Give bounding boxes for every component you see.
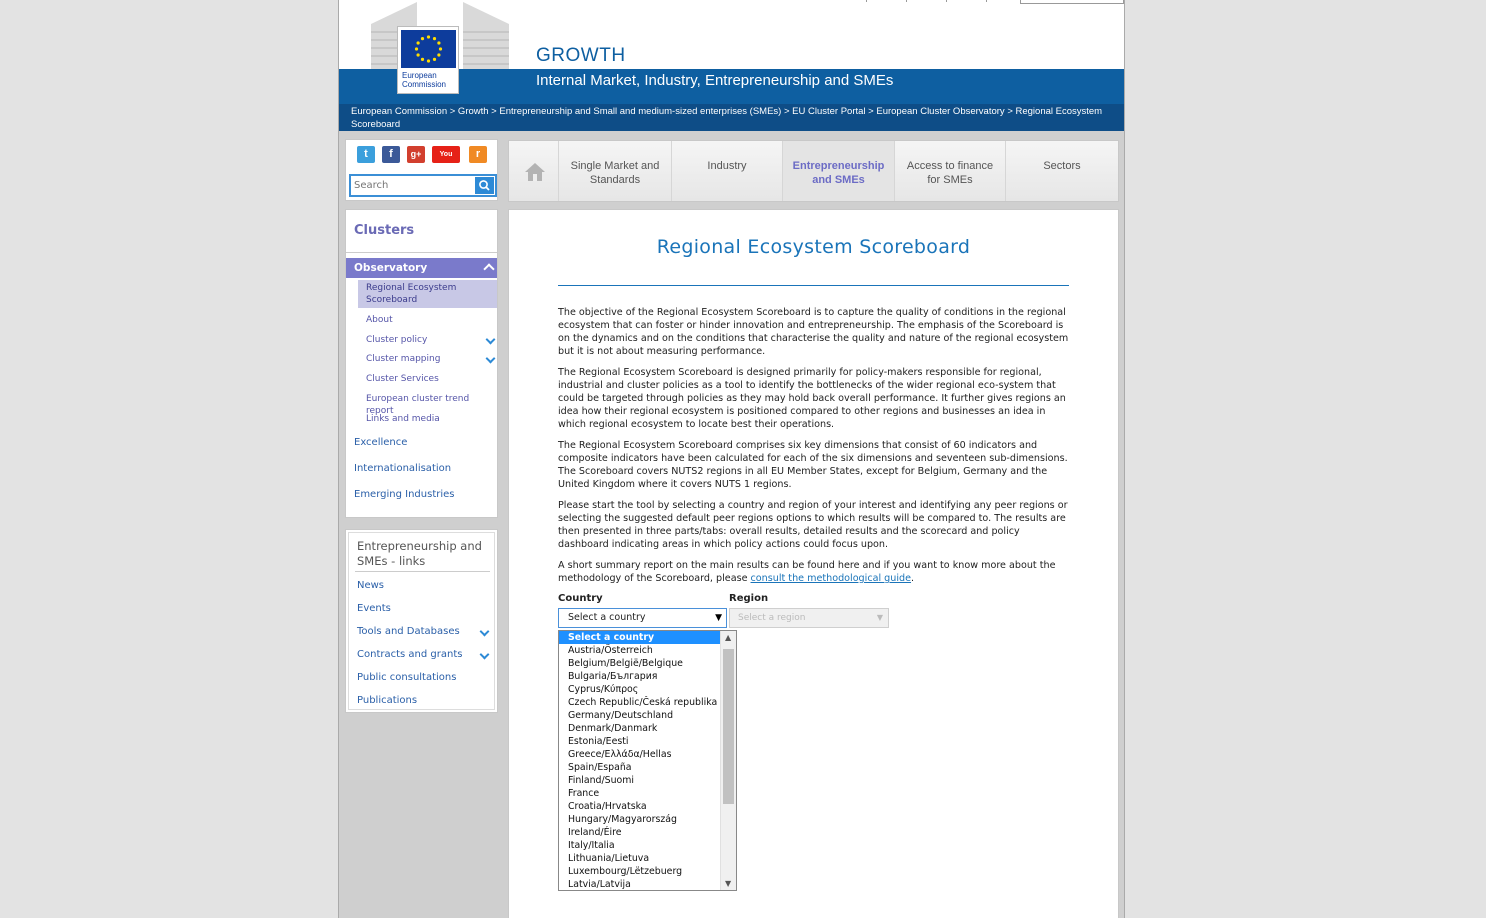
scroll-up-icon[interactable]: ▲ xyxy=(725,633,732,642)
chevron-down-icon[interactable] xyxy=(486,354,496,364)
divider xyxy=(346,252,497,253)
link-public-consultations[interactable]: Public consultations xyxy=(357,672,457,683)
country-option[interactable]: Luxembourg/Lëtzebuerg xyxy=(568,866,683,877)
intro-paragraph-1: The objective of the Regional Ecosystem Scoreboard is to capture the quality of conditions in the regional ecosystem that can foster or hinder innovation and entrepreneurship. The emphasis of the Scoreboard is on the dynamics and on the conditions that characterise the quality and nature of the regional ecosystem but it is not about measuring performance. xyxy=(558,307,1069,357)
nav-item-excellence[interactable]: Excellence xyxy=(354,437,408,448)
tab-industry[interactable]: Industry xyxy=(672,141,783,201)
nav-sub-item-cluster-mapping[interactable] xyxy=(366,353,497,365)
link-publications[interactable]: Publications xyxy=(357,695,418,706)
country-option[interactable]: Bulgaria/България xyxy=(568,671,658,682)
side-navigation xyxy=(345,209,498,518)
nav-sub-item-links-media[interactable]: Links and media xyxy=(366,414,440,424)
home-icon xyxy=(524,162,546,182)
country-option[interactable]: Spain/España xyxy=(568,762,632,773)
link-tools-databases[interactable] xyxy=(357,626,492,637)
intro-paragraph-5 xyxy=(558,559,1071,585)
nav-sub-item-cluster-services[interactable]: Cluster Services xyxy=(366,374,439,384)
eu-flag-icon xyxy=(401,30,456,68)
search-box xyxy=(349,174,497,197)
country-options xyxy=(559,631,720,891)
entrepreneurship-links-box xyxy=(345,529,498,713)
region-select xyxy=(729,608,889,628)
breadcrumb[interactable] xyxy=(339,104,1124,131)
dg-name: GROWTH xyxy=(536,45,626,66)
country-option[interactable]: Select a country xyxy=(559,631,720,644)
country-option[interactable]: Czech Republic/Česká republika xyxy=(568,697,718,708)
nav-sub-item-regional-ecosystem-scoreboard[interactable]: Regional Ecosystem Scoreboard xyxy=(358,280,497,308)
title-divider xyxy=(558,285,1069,286)
nav-section-label: Observatory xyxy=(354,262,428,274)
region-select-placeholder: Select a region xyxy=(738,613,806,623)
country-option[interactable]: Estonia/Eesti xyxy=(568,736,629,747)
link-contracts-grants[interactable] xyxy=(357,649,492,660)
chevron-down-icon[interactable] xyxy=(486,335,496,345)
country-option[interactable]: Denmark/Danmark xyxy=(568,723,658,734)
twitter-icon[interactable]: t xyxy=(357,146,375,163)
country-select-value: Select a country xyxy=(568,612,646,623)
top-link[interactable] xyxy=(979,0,987,2)
paragraph-end: . xyxy=(911,573,915,584)
nav-sub-item-cluster-policy[interactable] xyxy=(366,334,497,346)
scrollbar-thumb[interactable] xyxy=(723,649,734,804)
country-option[interactable]: Greece/Ελλάδα/Hellas xyxy=(568,749,672,760)
country-select[interactable] xyxy=(558,608,727,628)
link-label: Contracts and grants xyxy=(357,649,463,660)
country-option[interactable]: Lithuania/Lietuva xyxy=(568,853,650,864)
country-option[interactable]: Italy/Italia xyxy=(568,840,615,851)
language-selector[interactable] xyxy=(1020,0,1124,4)
region-label: Region xyxy=(729,593,769,604)
intro-paragraph-2: The Regional Ecosystem Scoreboard is designed primarily for policy-makers responsible for regional, industrial and cluster policies as a tool to identify the bottlenecks of the wider regional eco-system that could be targeted through policies as they may hold back overall performance. It further gives regions an idea how their regional ecosystem is positioned compared to other regions and businesses an idea in which regional ecosystem to locate best their operations. xyxy=(558,367,1066,430)
links-inner xyxy=(348,532,495,710)
country-option[interactable]: Cyprus/Κύπρος xyxy=(568,684,639,695)
divider xyxy=(355,571,490,572)
nav-sub-item-about[interactable]: About xyxy=(366,315,393,325)
site-banner xyxy=(339,0,1124,104)
dropdown-arrow-icon: ▼ xyxy=(715,613,722,623)
rss-icon[interactable]: r xyxy=(469,146,487,163)
social-search-box xyxy=(345,139,498,201)
nav-item-emerging-industries[interactable]: Emerging Industries xyxy=(354,489,455,500)
european-commission-logo[interactable] xyxy=(397,26,459,94)
chevron-down-icon[interactable] xyxy=(480,627,490,637)
country-option[interactable]: France xyxy=(568,788,600,799)
scroll-down-icon[interactable]: ▼ xyxy=(725,879,732,888)
country-option[interactable]: Finland/Suomi xyxy=(568,775,635,786)
logo-line-1: European xyxy=(402,71,437,80)
breadcrumb-trail[interactable]: European Commission > Growth > Entrepreneurship and Small and medium-sized enterprises (SMEs) > EU Cluster Portal > European Cluster Observatory > Regional Ecosystem Scoreboard xyxy=(351,106,1103,130)
chevron-up-icon xyxy=(483,263,494,274)
tab-sectors[interactable]: Sectors xyxy=(1006,141,1118,201)
tab-access-to-finance[interactable]: Access to finance for SMEs xyxy=(895,141,1006,201)
links-box-title: Entrepreneurship and SMEs - links xyxy=(357,539,482,568)
country-option[interactable]: Latvia/Latvija xyxy=(568,879,631,890)
search-icon xyxy=(475,177,494,194)
top-link[interactable] xyxy=(859,0,867,2)
intro-paragraph-3: The Regional Ecosystem Scoreboard comprises six key dimensions that consist of 60 indicators and composite indicators have been calculated for each of the six dimensions and seventeen sub-dimensions. The Scoreboard covers NUTS2 regions in all EU Member States, except for Belgium, Germany and the United Kingdom where it covers NUTS 1 regions. xyxy=(558,440,1068,490)
top-link[interactable] xyxy=(899,0,907,2)
tab-single-market[interactable]: Single Market and Standards xyxy=(559,141,672,201)
link-events[interactable]: Events xyxy=(357,603,391,614)
search-button[interactable] xyxy=(475,177,494,194)
dropdown-scrollbar[interactable] xyxy=(720,631,736,890)
nav-sub-item-trend-report[interactable]: European cluster trend report xyxy=(366,394,470,416)
country-option[interactable]: Belgium/België/Belgique xyxy=(568,658,683,669)
googleplus-icon[interactable]: g+ xyxy=(407,146,425,163)
youtube-icon[interactable]: You xyxy=(432,146,460,163)
logo-line-2: Commission xyxy=(402,80,447,89)
paragraph-text: A short summary report on the main results can be found here and if you want to know more about the methodology of the Scoreboard, please xyxy=(558,560,1056,584)
logo-text xyxy=(402,71,446,89)
methodological-guide-link[interactable]: consult the methodological guide xyxy=(750,573,912,584)
link-news[interactable]: News xyxy=(357,580,385,591)
tab-home[interactable] xyxy=(509,141,559,201)
nav-sub-item-label: Cluster policy xyxy=(366,335,428,345)
country-option[interactable]: Hungary/Magyarország xyxy=(568,814,678,825)
chevron-down-icon[interactable] xyxy=(480,650,490,660)
country-option[interactable]: Germany/Deutschland xyxy=(568,710,674,721)
nav-sub-item-label: Cluster mapping xyxy=(366,354,441,364)
country-dropdown-list[interactable] xyxy=(558,630,737,891)
intro-paragraph-4: Please start the tool by selecting a country and region of your interest and identifying any peer regions or selecting the suggested default peer regions options to which results will be compared to. The results are then presented in three parts/tabs: overall results, detailed results and the scorecard and policy dashboard indicating areas in which policy actions could focus upon. xyxy=(558,500,1068,550)
page-frame xyxy=(338,0,1125,918)
tab-entrepreneurship[interactable]: Entrepreneurship and SMEs xyxy=(783,141,895,201)
nav-title[interactable]: Clusters xyxy=(354,223,415,238)
country-option[interactable]: Ireland/Éire xyxy=(568,827,622,838)
search-input[interactable] xyxy=(351,176,473,195)
main-content xyxy=(508,209,1119,918)
top-link[interactable] xyxy=(939,0,947,2)
top-navigation xyxy=(508,140,1119,202)
nav-item-internationalisation[interactable]: Internationalisation xyxy=(354,463,452,474)
country-option[interactable]: Croatia/Hrvatska xyxy=(568,801,647,812)
dropdown-arrow-icon: ▼ xyxy=(876,613,883,622)
country-label: Country xyxy=(558,593,603,604)
page-title: Regional Ecosystem Scoreboard xyxy=(656,236,971,258)
nav-section-observatory[interactable] xyxy=(346,258,497,278)
dg-subtitle: Internal Market, Industry, Entrepreneurship and SMEs xyxy=(536,72,894,89)
facebook-icon[interactable]: f xyxy=(382,146,400,163)
country-option[interactable]: Austria/Österreich xyxy=(568,645,653,656)
link-label: Tools and Databases xyxy=(357,626,460,637)
